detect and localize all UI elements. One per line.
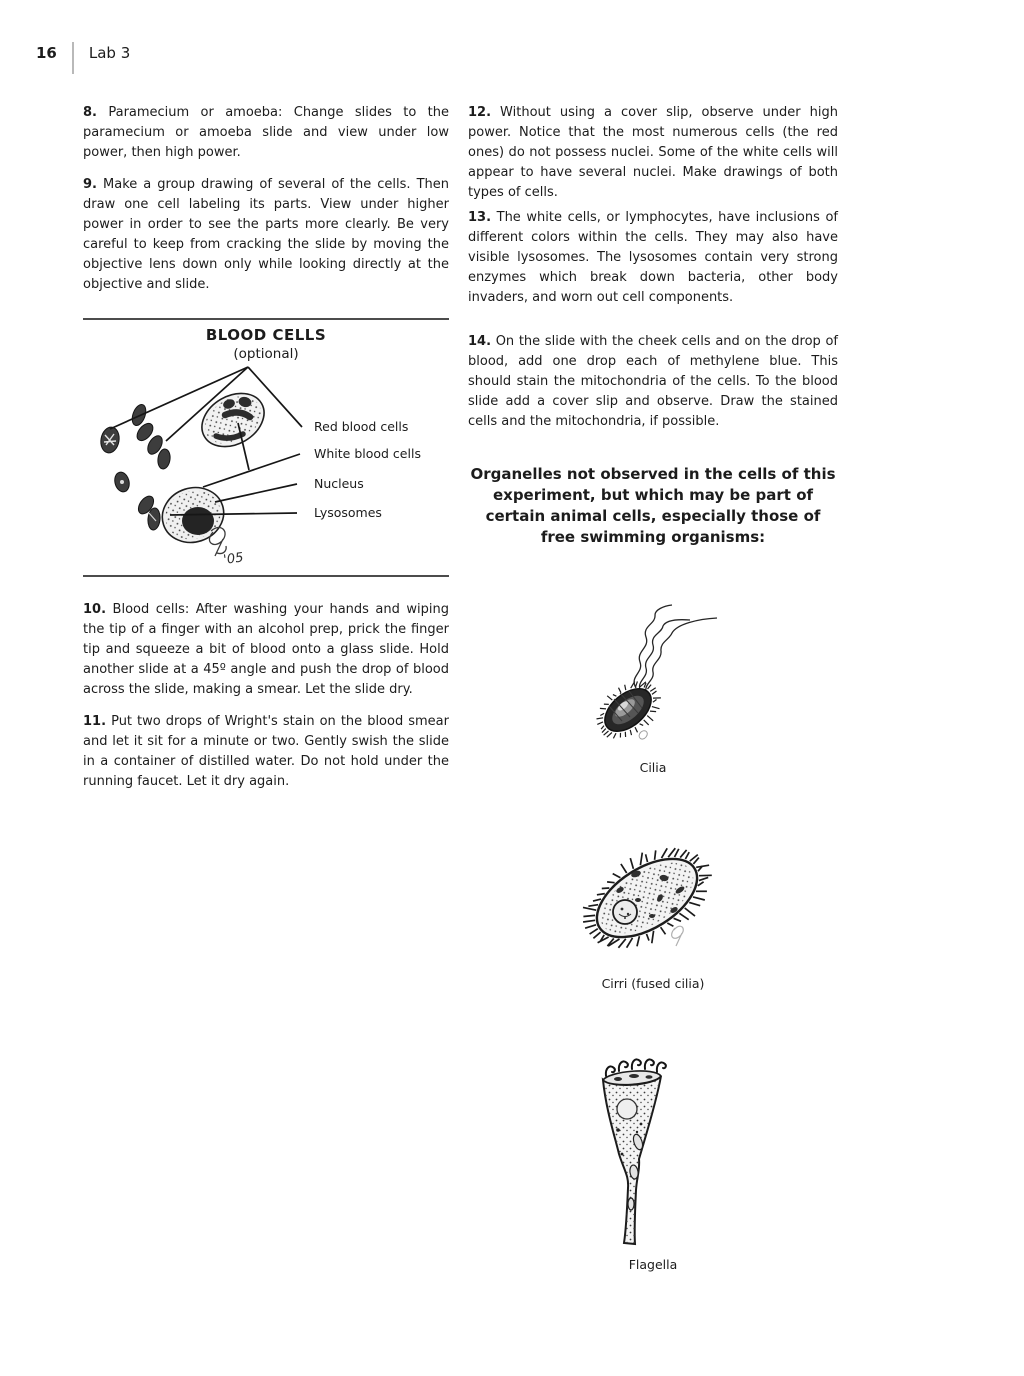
paragraph-10-text: Blood cells: After washing your hands and wiping the tip of a finger with an alcohol prep, prick the finger tip and squeeze a bit of blood onto a glass slide. Hold another slide at a 45º angle and push the drop of blood across the slide, making a smear. Let the slide dry. [83, 602, 449, 697]
flagella-caption: Flagella [628, 1257, 678, 1272]
paragraph-13 [468, 208, 838, 308]
left-column-bottom [83, 600, 449, 804]
cirri-caption: Cirri (fused cilia) [601, 976, 705, 991]
cirri-drawing [468, 838, 838, 968]
paragraph-9-number: 9. [83, 177, 97, 192]
paragraph-11 [83, 712, 449, 792]
flagella-illustration [468, 1042, 838, 1272]
cilia-drawing [468, 593, 838, 758]
cilia-illustration [468, 593, 838, 775]
red-blood-cells [99, 403, 171, 531]
paragraph-12-text: Without using a cover slip, observe under high power. Notice that the most numerous cells (the red ones) do not possess nuclei. Some of the white cells will appear to have several nuclei. Make drawings of both types of cells. [468, 105, 838, 200]
paragraph-10 [83, 600, 449, 700]
paragraph-13-number: 13. [468, 210, 492, 225]
figure-bottom-rule [83, 575, 449, 577]
cilia-sketch-mark [639, 731, 647, 739]
page-header [36, 44, 130, 74]
paragraph-12 [468, 103, 838, 203]
figure-drawing [83, 363, 449, 575]
flagella-cell-body [603, 1059, 666, 1244]
paragraph-14-number: 14. [468, 334, 492, 349]
flagella-vacuole [617, 1099, 637, 1119]
paragraph-14 [468, 332, 838, 432]
header-divider [72, 42, 74, 74]
cirri-cell-body [583, 843, 712, 953]
organelles-heading: Organelles not observed in the cells of this experiment, but which may be part of certain animal cells, especially those of free swimming organisms: [470, 465, 836, 546]
cilia-strands [634, 605, 717, 694]
figure-subtitle: (optional) [233, 346, 299, 362]
signature-text: '05 [222, 550, 245, 568]
cilia-cell-body [597, 680, 661, 739]
page-number: 16 [36, 44, 57, 62]
paragraph-8-number: 8. [83, 105, 97, 120]
white-blood-cell-top [192, 383, 273, 458]
flagella-drawing [468, 1042, 838, 1249]
cirri-sketch-mark [672, 926, 684, 946]
paragraph-12-number: 12. [468, 105, 492, 120]
paragraph-11-number: 11. [83, 714, 107, 729]
paragraph-14-block [468, 332, 838, 444]
page-title: Lab 3 [88, 44, 131, 62]
figure-top-rule [83, 318, 449, 320]
figure-title: BLOOD CELLS [205, 326, 327, 344]
cilia-caption: Cilia [639, 760, 667, 775]
cirri-nucleus [613, 900, 637, 924]
paragraph-14-text: On the slide with the cheek cells and on the drop of blood, add one drop each of methylene blue. This should stain the mitochondria of the cells. To the blood slide add a cover slip and observe. Draw the stained cells and the mitochondria, if possible. [468, 334, 838, 429]
paragraph-12-block [468, 103, 838, 215]
figure-label-nucleus: Nucleus [314, 476, 364, 491]
figure-label-white-blood-cells: White blood cells [314, 446, 421, 461]
figure-label-red-blood-cells: Red blood cells [314, 419, 409, 434]
paragraph-9-text: Make a group drawing of several of the cells. Then draw one cell labeling its parts. View under higher power in order to see the parts more clearly. Be very careful to keep from cracking the slide by moving the objective lens down only while looking directly at the objective and slide. [83, 177, 449, 292]
blood-cells-figure [83, 318, 449, 577]
paragraph-10-number: 10. [83, 602, 107, 617]
paragraph-8 [83, 103, 449, 163]
paragraph-13-text: The white cells, or lymphocytes, have inclusions of different colors within the cells. They may also have visible lysosomes. The lysosomes contain very strong enzymes which break down bacteria, other body invaders, and worn out cell components. [468, 210, 838, 305]
cirri-illustration [468, 838, 838, 991]
paragraph-11-text: Put two drops of Wright's stain on the blood smear and let it sit for a minute or two. Gently swish the slide in a container of distilled water. Do not hold under the running faucet. Let it dry again. [83, 714, 449, 789]
blood-cells-drawing [83, 363, 449, 575]
paragraph-9 [83, 175, 449, 295]
paragraph-8-text: Paramecium or amoeba: Change slides to the paramecium or amoeba slide and view under low power, then high power. [83, 105, 449, 160]
left-column-top [83, 103, 449, 307]
paragraph-13-block [468, 208, 838, 320]
figure-label-lysosomes: Lysosomes [314, 505, 382, 520]
